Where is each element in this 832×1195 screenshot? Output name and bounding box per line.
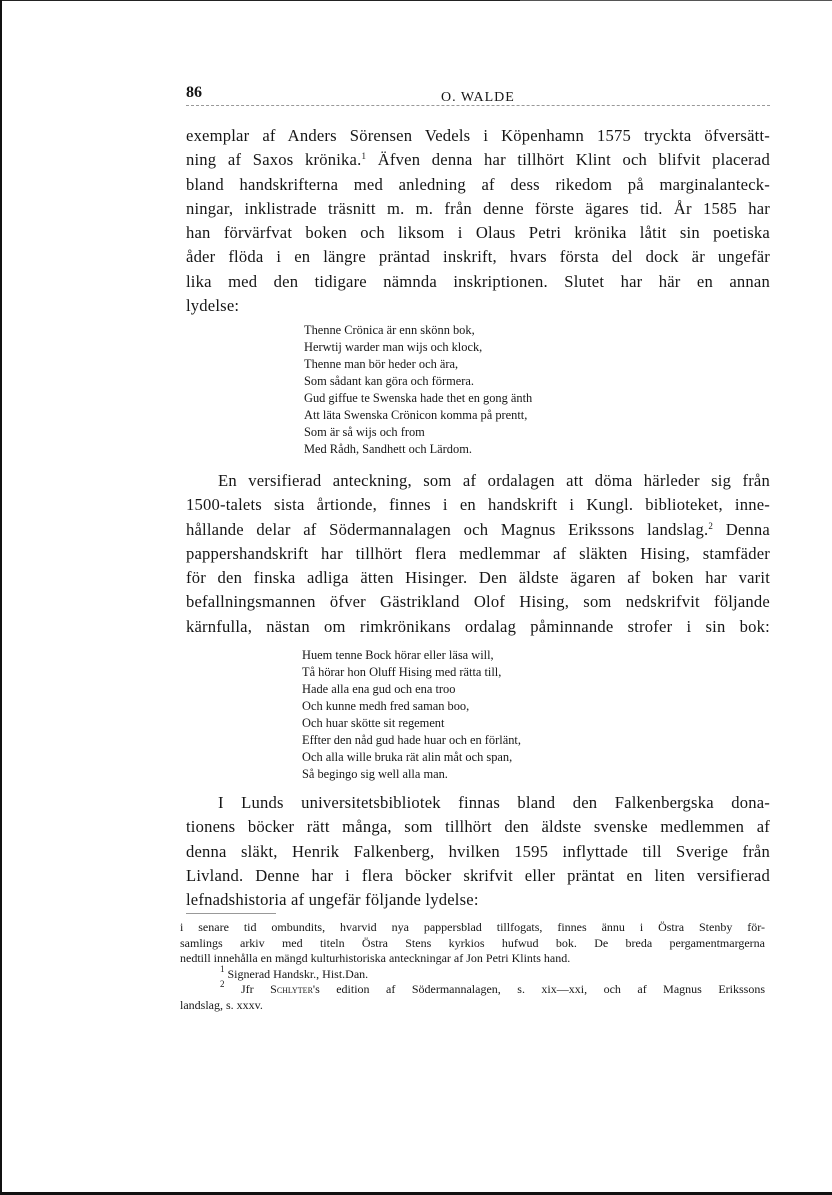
page-border-corner xyxy=(520,0,832,1)
verse-1 xyxy=(304,322,532,458)
verse-line: Som sådant kan göra och förmera. xyxy=(304,374,474,388)
text-line: bland handskrifterna med anledning af dess rikedom på marginalanteck- xyxy=(186,174,770,194)
page-number: 86 xyxy=(186,84,202,101)
paragraph-1 xyxy=(186,124,770,318)
verse-line: Hade alla ena gud och ena troo xyxy=(302,682,456,696)
footnote-line: nedtill innehålla en mängd kulturhistoriska anteckningar af Jon Petri Klints hand. xyxy=(180,951,571,965)
verse-2 xyxy=(302,647,521,783)
footnote-2: $^2$ Jfr Schlyter's edition af Södermannalagen, s. xix—xxi, och af Magnus Erikssons xyxy=(220,979,766,996)
paragraph-2 xyxy=(186,469,770,639)
text-line: tionens böcker rätt många, som tillhört den äldste svenske medlemmen af xyxy=(186,817,770,837)
footnote-ref: 2 xyxy=(708,520,714,531)
footnote-rule xyxy=(186,913,276,914)
header-rule xyxy=(186,105,770,106)
verse-line: Thenne Crönica är enn skönn bok, xyxy=(304,323,475,337)
footnotes xyxy=(180,920,765,1013)
verse-line: Som är så wijs och from xyxy=(304,425,425,439)
verse-line: Huem tenne Bock hörar eller läsa will, xyxy=(302,648,494,662)
footnote-1: $^1$ Signerad Handskr., Hist.Dan. xyxy=(220,963,369,981)
text-line: befallningsmannen öfver Gästrikland Olof Hising, som nedskrifvit följande xyxy=(186,592,770,612)
footnote-line: i senare tid ombundits, hvarvid nya pappersblad tillfogats, finnes ännu i Östra Stenby för- xyxy=(180,920,765,934)
text-line: denna släkt, Henrik Falkenberg, hvilken 1595 inflyttade till Sverige från xyxy=(186,841,770,861)
text-line: ning af Saxos krönika.$^1$ Äfven denna har tillhört Klint och blifvit placerad xyxy=(186,150,770,170)
footnote-line: samlings arkiv med titeln Östra Stens kyrkios hufwud bok. De breda pergamentmargerna xyxy=(180,935,765,950)
text-line: lefnadshistoria af ungefär följande lydelse: xyxy=(186,890,479,910)
text-line: för den finska adliga ätten Hisinger. Den äldste ägaren af boken har varit xyxy=(186,568,770,588)
paragraph-3 xyxy=(186,791,770,912)
verse-line: Herwtij warder man wijs och klock, xyxy=(304,340,483,354)
text-line: I Lunds universitetsbibliotek finnas bland den Falkenbergska dona- xyxy=(218,793,770,812)
verse-line: Gud giffue te Swenska hade thet en gong änth xyxy=(304,391,533,405)
verse-line: Thenne man bör heder och ära, xyxy=(304,357,459,371)
text-line: pappershandskrift har tillhört flera medlemmar af släkten Hising, stamfäder xyxy=(186,543,770,563)
text-line: 1500-talets sista årtionde, finnes i en handskrift i Kungl. biblioteket, inne- xyxy=(186,495,770,515)
verse-line: Och kunne medh fred saman boo, xyxy=(302,699,470,713)
page-border-left xyxy=(0,0,2,1195)
verse-line: Och huar skötte sit regement xyxy=(302,716,445,730)
text-line: hållande delar af Södermannalagen och Magnus Erikssons landslag.$^2$ Denna xyxy=(186,519,770,539)
footnote-line: landslag, s. xxxv. xyxy=(180,997,263,1012)
text-line: En versifierad anteckning, som af ordalagen att döma härleder sig från xyxy=(218,471,770,490)
text-line: Livland. Denne har i flera böcker skrifvit eller präntat en liten versifierad xyxy=(186,865,770,885)
footnote-ref: 1 xyxy=(361,151,367,162)
text-line: kärnfulla, nästan om rimkrönikans ordalag påminnande strofer i sin bok: xyxy=(186,616,770,636)
text-line: exemplar af Anders Sörensen Vedels i Köpenhamn 1575 tryckta öfversätt- xyxy=(186,126,770,145)
verse-line: Så begingo sig well alla man. xyxy=(302,767,448,781)
verse-line: Effter den nåd gud hade huar och en förlänt, xyxy=(302,733,521,747)
verse-line: Med Rådh, Sandhett och Lärdom. xyxy=(304,442,472,456)
text-line: åder flöda i en längre präntad inskrift, hvars första del dock är ungefär xyxy=(186,247,770,267)
text-line: ningar, inklistrade träsnitt m. m. från denne förste ägares tid. År 1585 har xyxy=(186,198,770,218)
text-line: lydelse: xyxy=(186,296,240,316)
verse-line: Att läta Swenska Crönicon komma på prentt, xyxy=(304,408,528,422)
verse-line: Tå hörar hon Oluff Hising med rätta till, xyxy=(302,665,502,679)
running-head: O. WALDE xyxy=(441,90,515,105)
text-line: han förvärfvat boken och liksom i Olaus Petri krönika låtit sin poetiska xyxy=(186,223,770,243)
verse-line: Och alla wille bruka rät alin måt och span, xyxy=(302,750,513,764)
text-line: lika med den tidigare nämnda inskriptionen. Slutet har här en annan xyxy=(186,271,770,291)
